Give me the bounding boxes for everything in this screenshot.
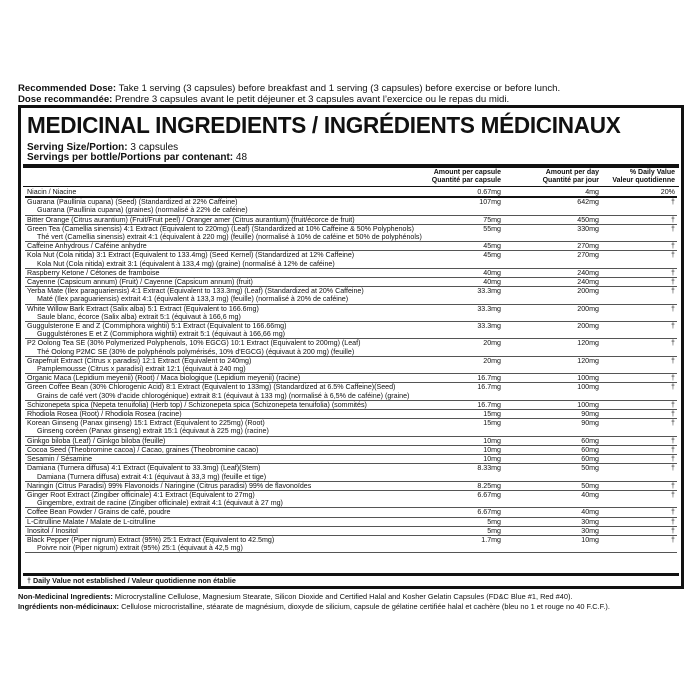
ingredient-name: Guggulsterone E and Z (Commiphora wightii) 5:1 Extract (Equivalent to 166.66mg) — [27, 322, 287, 331]
ingredient-row — [25, 437, 677, 446]
ingredient-name: Naringin (Citrus Paradisi) 99% Flavonoids / Naringine (Citrus paradisi) 99% de flavonoïdes — [27, 481, 312, 490]
dose-fr: Dose recommandée: Prendre 3 capsules avant le petit déjeuner et 3 capsules avant l’exercice ou le repas du midi. — [18, 94, 510, 105]
amount-per-capsule: 5mg — [487, 526, 501, 535]
ingredient-name-fr: Pamplemousse (Citrus x paradisi) extrait 12:1 (équivaut à 240 mg) — [37, 365, 246, 374]
ingredient-name: Ginger Root Extract (Zingiber officinale) 4:1 Extract (Equivalent to 27mg) — [27, 490, 255, 499]
ingredient-name: Yerba Mate (Ilex paraguariensis) 4:1 Extract (Equivalent to 133.3mg) (Leaf) (Standardized at 20% Caffeine) — [27, 287, 364, 296]
daily-value: † — [671, 198, 675, 207]
daily-value: † — [671, 464, 675, 473]
amount-per-capsule: 33.3mg — [477, 287, 501, 296]
ingredient-name: Rhodiola Rosea (Root) / Rhodiola Rosea (racine) — [27, 410, 182, 419]
amount-per-day: 330mg — [577, 224, 599, 233]
amount-per-day: 30mg — [581, 526, 599, 535]
ingredient-row — [25, 446, 677, 455]
daily-value: † — [671, 339, 675, 348]
daily-value: † — [671, 224, 675, 233]
ingredient-name-fr: Ginseng coréen (Panax ginseng) extrait 15:1 (équivaut à 225 mg) (racine) — [37, 427, 269, 436]
ingredient-rows — [25, 188, 677, 553]
ingredient-row — [25, 287, 677, 304]
ingredient-name: Ginkgo biloba (Leaf) / Ginkgo biloba (feuille) — [27, 436, 166, 445]
amount-per-capsule: 20mg — [483, 339, 501, 348]
amount-per-capsule: 40mg — [483, 278, 501, 287]
panel-title: MEDICINAL INGREDIENTS / INGRÉDIENTS MÉDICINAUX — [27, 112, 621, 138]
amount-per-capsule: 8.33mg — [477, 464, 501, 473]
ingredient-name: Bitter Orange (Citrus aurantium) (Fruit/Fruit peel) / Oranger amer (Citrus aurantium) (fruit/écorce de fruit) — [27, 215, 355, 224]
amount-per-day: 270mg — [577, 251, 599, 260]
amount-per-day: 40mg — [581, 490, 599, 499]
amount-per-day: 200mg — [577, 287, 599, 296]
daily-value: † — [671, 400, 675, 409]
footnote: † Daily Value not established / Valeur quotidienne non établie — [27, 576, 236, 585]
daily-value: † — [671, 517, 675, 526]
divider-thin — [23, 186, 679, 187]
amount-per-day: 60mg — [581, 445, 599, 454]
ingredient-name: Green Tea (Camellia sinensis) 4:1 Extract (Equivalent to 220mg) (Leaf) (Standardized at 10% Caffeine & 50% Polyphenols) — [27, 224, 414, 233]
daily-value: † — [671, 383, 675, 392]
ingredient-name-fr: Gingembre, extrait de racine (Zingiber officinale) extrait 4:1 (équivaut à 27 mg) — [37, 499, 283, 508]
ingredient-row — [25, 198, 677, 215]
col-header-daily-value: % Daily Value Valeur quotidienne — [612, 169, 675, 184]
col-header-day: Amount per day Quantité par jour — [542, 169, 599, 184]
ingredient-name: Grapefruit Extract (Citrus x paradisi) 12:1 Extract (Equivalent to 240mg) — [27, 356, 252, 365]
amount-per-capsule: 10mg — [483, 445, 501, 454]
amount-per-capsule: 33.3mg — [477, 304, 501, 313]
ingredient-name-fr: Thé Oolong P2MC SE (30% de polyphénols polymérisés, 10% d'EGCG) (équivaut à 200 mg) (feuille) — [37, 347, 355, 356]
ingredient-name: Guarana (Paullinia cupana) (Seed) (Standardized at 22% Caffeine) — [27, 198, 238, 207]
daily-value: † — [671, 436, 675, 445]
amount-per-capsule: 107mg — [479, 198, 501, 207]
ingredient-row — [25, 251, 677, 268]
amount-per-day: 30mg — [581, 517, 599, 526]
ingredient-row — [25, 242, 677, 251]
ingredient-row — [25, 225, 677, 242]
ingredient-name: Cayenne (Capsicum annum) (Fruit) / Cayenne (Capsicum annum) (fruit) — [27, 278, 253, 287]
amount-per-capsule: 5mg — [487, 517, 501, 526]
amount-per-day: 100mg — [577, 400, 599, 409]
amount-per-capsule: 75mg — [483, 215, 501, 224]
daily-value: † — [671, 356, 675, 365]
daily-value: † — [671, 304, 675, 313]
ingredient-name: Niacin / Niacine — [27, 188, 77, 196]
ingredient-row — [25, 464, 677, 481]
amount-per-capsule: 6.67mg — [477, 508, 501, 517]
amount-per-day: 120mg — [577, 339, 599, 348]
ingredient-name: Damiana (Turnera diffusa) 4:1 Extract (Equivalent to 33.3mg) (Leaf)(Stem) — [27, 464, 261, 473]
daily-value: † — [671, 251, 675, 260]
amount-per-day: 240mg — [577, 278, 599, 287]
ingredient-name: Kola Nut (Cola nitida) 3:1 Extract (Equivalent to 133.4mg) (Seed Kernel) (Standardized at 12% Caffeine) — [27, 251, 355, 260]
ingredient-name-fr: Thé vert (Camellia sinensis) extrait 4:1 (équivalent à 220 mg) (feuille) (normalisé à 10% de caféine et 50% de polyphénols) — [37, 233, 422, 242]
serving-size: Serving Size/Portion: 3 capsules — [27, 142, 179, 153]
ingredient-row — [25, 216, 677, 225]
ingredient-row — [25, 188, 677, 198]
ingredient-name: Coffee Bean Powder / Grains de café, poudre — [27, 508, 171, 517]
daily-value: † — [671, 410, 675, 419]
daily-value: † — [671, 508, 675, 517]
amount-per-capsule: 20mg — [483, 356, 501, 365]
ingredient-name: L-Citrulline Malate / Malate de L-citrulline — [27, 517, 156, 526]
ingredient-name: White Willow Bark Extract (Salix alba) 5:1 Extract (Equivalent to 166.6mg) — [27, 304, 259, 313]
ingredient-name-fr: Guarana (Paullinia cupana) (graines) (normalisé à 22% de caféine) — [37, 206, 248, 215]
ingredient-name-fr: Poivre noir (Piper nigrum) extrait (95%) 25:1 (équivaut à 42,5 mg) — [37, 544, 243, 553]
amount-per-capsule: 33.3mg — [477, 322, 501, 331]
amount-per-day: 10mg — [581, 535, 599, 544]
ingredient-row — [25, 482, 677, 491]
recommended-dose — [18, 83, 688, 105]
amount-per-day: 120mg — [577, 356, 599, 365]
ingredient-row — [25, 527, 677, 536]
amount-per-day: 90mg — [581, 410, 599, 419]
ingredient-row — [25, 518, 677, 527]
amount-per-day: 40mg — [581, 508, 599, 517]
amount-per-day: 240mg — [577, 268, 599, 277]
ingredient-name: Green Coffee Bean (30% Chlorogenic Acid) 8:1 Extract (Equivalent to 133mg) (Standardized at 6.5% Caffeine)(Seed) — [27, 383, 396, 392]
ingredient-name-fr: Guggulstérones E et Z (Commiphora wightii) extrait 5:1 (équivaut à 166,66 mg) — [37, 330, 286, 339]
nonmed-en: Non-Medicinal Ingredients: Microcrystalline Cellulose, Magnesium Stearate, Silicon Dioxide and Certified Halal and Kosher Gelatin Capsules (FD&C Blue #1, Red #40). — [18, 592, 573, 601]
ingredient-name-fr: Grains de café vert (30% d'acide chlorogénique) extrait 8:1 (équivaut à 133 mg) (normalisé à 6,5% de caféine) (graine) — [37, 391, 410, 400]
ingredient-row — [25, 536, 677, 553]
ingredient-name: Korean Ginseng (Panax ginseng) 15:1 Extract (Equivalent to 225mg) (Root) — [27, 419, 265, 428]
daily-value: † — [671, 490, 675, 499]
daily-value: † — [671, 481, 675, 490]
daily-value: † — [671, 268, 675, 277]
servings-per-bottle: Servings per bottle/Portions par contenant: 48 — [27, 152, 248, 163]
ingredient-name-fr: Kola Nut (Cola nitida) extrait 3:1 (équivalent à 133,4 mg) (graine) (normalisé à 12% de caféine) — [37, 259, 335, 268]
daily-value: † — [671, 374, 675, 383]
ingredient-name-fr: Saule blanc, écorce (Salix alba) extrait 5:1 (équivaut à 166,6 mg) — [37, 312, 241, 321]
non-medicinal-ingredients — [18, 592, 688, 611]
amount-per-capsule: 15mg — [483, 410, 501, 419]
ingredient-row — [25, 383, 677, 400]
daily-value: † — [671, 322, 675, 331]
ingredient-name: P2 Oolong Tea SE (30% Polymerized Polyphenols, 10% EGCG) 10:1 Extract (Equivalent to 200mg) (Leaf) — [27, 339, 361, 348]
amount-per-capsule: 16.7mg — [477, 400, 501, 409]
amount-per-day: 60mg — [581, 455, 599, 464]
ingredient-row — [25, 419, 677, 436]
ingredient-row — [25, 508, 677, 517]
amount-per-day: 100mg — [577, 374, 599, 383]
ingredients-panel — [18, 105, 684, 589]
daily-value: † — [671, 278, 675, 287]
ingredient-row — [25, 339, 677, 356]
amount-per-capsule: 15mg — [483, 419, 501, 428]
daily-value: † — [671, 287, 675, 296]
ingredient-name: Schizonepeta spica (Nepeta tenuifolia) (Herb top) / Schizonepeta spica (Schizonepeta tenuifolia) (sommités) — [27, 400, 367, 409]
amount-per-day: 200mg — [577, 322, 599, 331]
ingredient-row — [25, 491, 677, 508]
ingredient-name: Caffeine Anhydrous / Caféine anhydre — [27, 242, 147, 251]
ingredient-row — [25, 401, 677, 410]
daily-value: † — [671, 526, 675, 535]
amount-per-capsule: 45mg — [483, 251, 501, 260]
amount-per-capsule: 1.7mg — [481, 535, 501, 544]
ingredient-row — [25, 278, 677, 287]
amount-per-day: 450mg — [577, 215, 599, 224]
amount-per-day: 270mg — [577, 242, 599, 251]
ingredient-row — [25, 455, 677, 464]
dose-en: Recommended Dose: Take 1 serving (3 capsules) before breakfast and 1 serving (3 capsules) before exercise or before lunch. — [18, 83, 561, 94]
ingredient-name: Black Pepper (Piper nigrum) Extract (95%) 25:1 Extract (Equivalent to 42.5mg) — [27, 535, 275, 544]
daily-value: 20% — [660, 188, 675, 196]
ingredient-name: Cocoa Seed (Theobromine cacoa) / Cacao, graines (Theobromine cacao) — [27, 445, 259, 454]
amount-per-day: 50mg — [581, 481, 599, 490]
amount-per-capsule: 10mg — [483, 436, 501, 445]
daily-value: † — [671, 242, 675, 251]
ingredient-name: Raspberry Ketone / Cétones de framboise — [27, 268, 160, 277]
ingredient-row — [25, 269, 677, 278]
ingredient-name-fr: Maté (Ilex paraguariensis) extrait 4:1 (équivalent à 133,3 mg) (feuille) (normalisé à 20% de caféine) — [37, 295, 349, 304]
amount-per-capsule: 8.25mg — [477, 481, 501, 490]
amount-per-capsule: 0.67mg — [477, 188, 501, 196]
amount-per-day: 100mg — [577, 383, 599, 392]
amount-per-capsule: 40mg — [483, 268, 501, 277]
amount-per-capsule: 45mg — [483, 242, 501, 251]
daily-value: † — [671, 445, 675, 454]
ingredient-row — [25, 374, 677, 383]
ingredient-row — [25, 410, 677, 419]
ingredient-name: Organic Maca (Lepidium meyenii) (Root) / Maca biologique (Lepidium meyenii) (racine) — [27, 374, 301, 383]
col-header-capsule: Amount per capsule Quantité par capsule — [431, 169, 501, 184]
amount-per-capsule: 10mg — [483, 455, 501, 464]
daily-value: † — [671, 215, 675, 224]
nonmed-fr: Ingrédients non-médicinaux: Cellulose microcristalline, stéarate de magnésium, dioxyde de silicium, capsule de gélatine certifiée halal et cachère (bleu no 1 et rouge no 40 F.C.F.). — [18, 601, 610, 611]
amount-per-day: 4mg — [585, 188, 599, 196]
amount-per-day: 60mg — [581, 436, 599, 445]
ingredient-row — [25, 305, 677, 322]
amount-per-day: 50mg — [581, 464, 599, 473]
daily-value: † — [671, 535, 675, 544]
daily-value: † — [671, 455, 675, 464]
ingredient-row — [25, 357, 677, 374]
amount-per-capsule: 16.7mg — [477, 374, 501, 383]
amount-per-capsule: 6.67mg — [477, 490, 501, 499]
amount-per-day: 642mg — [577, 198, 599, 207]
amount-per-day: 200mg — [577, 304, 599, 313]
ingredient-name: Sesamin / Sésamine — [27, 455, 93, 464]
ingredient-name-fr: Damiana (Turnera diffusa) extrait 4:1 (équivaut à 33,3 mg) (feuille et tige) — [37, 472, 267, 481]
divider-thick — [23, 164, 679, 168]
amount-per-capsule: 55mg — [483, 224, 501, 233]
ingredient-row — [25, 322, 677, 339]
amount-per-day: 90mg — [581, 419, 599, 428]
ingredient-name: Inositol / Inositol — [27, 526, 78, 535]
daily-value: † — [671, 419, 675, 428]
amount-per-capsule: 16.7mg — [477, 383, 501, 392]
